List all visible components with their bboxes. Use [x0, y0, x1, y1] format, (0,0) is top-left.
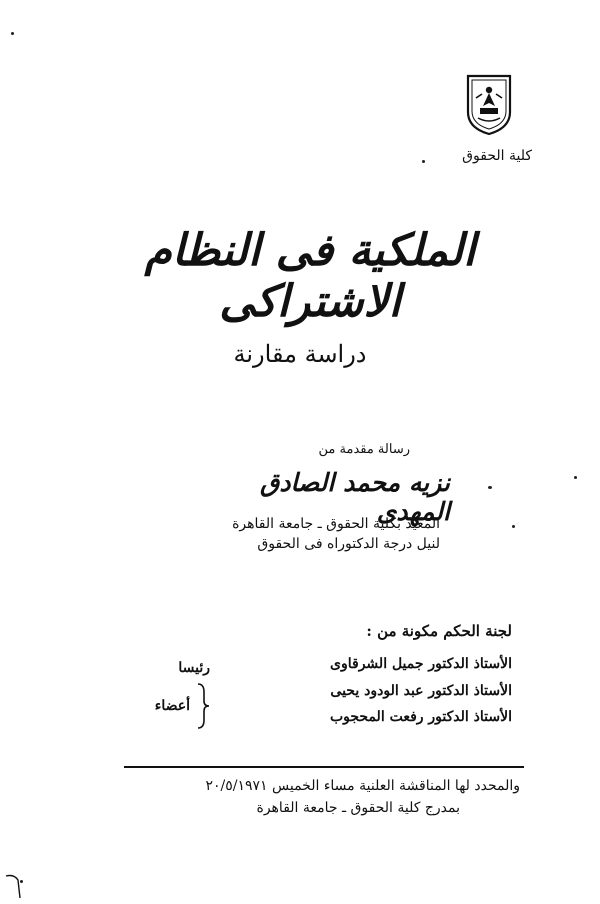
committee-member: الأستاذ الدكتور جميل الشرقاوى	[330, 656, 512, 672]
brace-icon	[192, 682, 212, 730]
scan-speck	[512, 525, 515, 528]
committee-member: الأستاذ الدكتور عبد الودود يحيى	[330, 683, 512, 699]
divider	[124, 766, 524, 768]
page-subtitle: دراسة مقارنة	[233, 340, 367, 368]
discussion-date: والمحدد لها المناقشة العلنية مساء الخميس ٢٠/٥/١٩٧١	[205, 778, 520, 794]
chair-label: رئيسا	[178, 660, 210, 676]
committee-heading: لجنة الحكم مكونة من :	[366, 622, 512, 640]
scan-speck	[488, 486, 492, 489]
discussion-venue: بمدرج كلية الحقوق ـ جامعة القاهرة	[256, 800, 460, 816]
university-logo-icon	[462, 72, 516, 138]
scan-mark	[4, 872, 24, 900]
committee-member: الأستاذ الدكتور رفعت المحجوب	[329, 709, 512, 725]
presented-by: رسالة مقدمة من	[318, 442, 410, 457]
faculty-name: كلية الحقوق	[462, 148, 532, 164]
scan-speck	[422, 160, 425, 163]
author-name: نزيه محمد الصادق المهدى	[259, 468, 450, 526]
scan-speck	[11, 32, 14, 35]
members-label: أعضاء	[154, 698, 190, 714]
degree-purpose: لنيل درجة الدكتوراه فى الحقوق	[257, 536, 440, 552]
scan-speck	[574, 476, 577, 479]
page-title: الملكية فى النظام الاشتراكى	[144, 225, 476, 327]
author-affiliation: المعيد بكلية الحقوق ـ جامعة القاهرة	[232, 516, 440, 532]
